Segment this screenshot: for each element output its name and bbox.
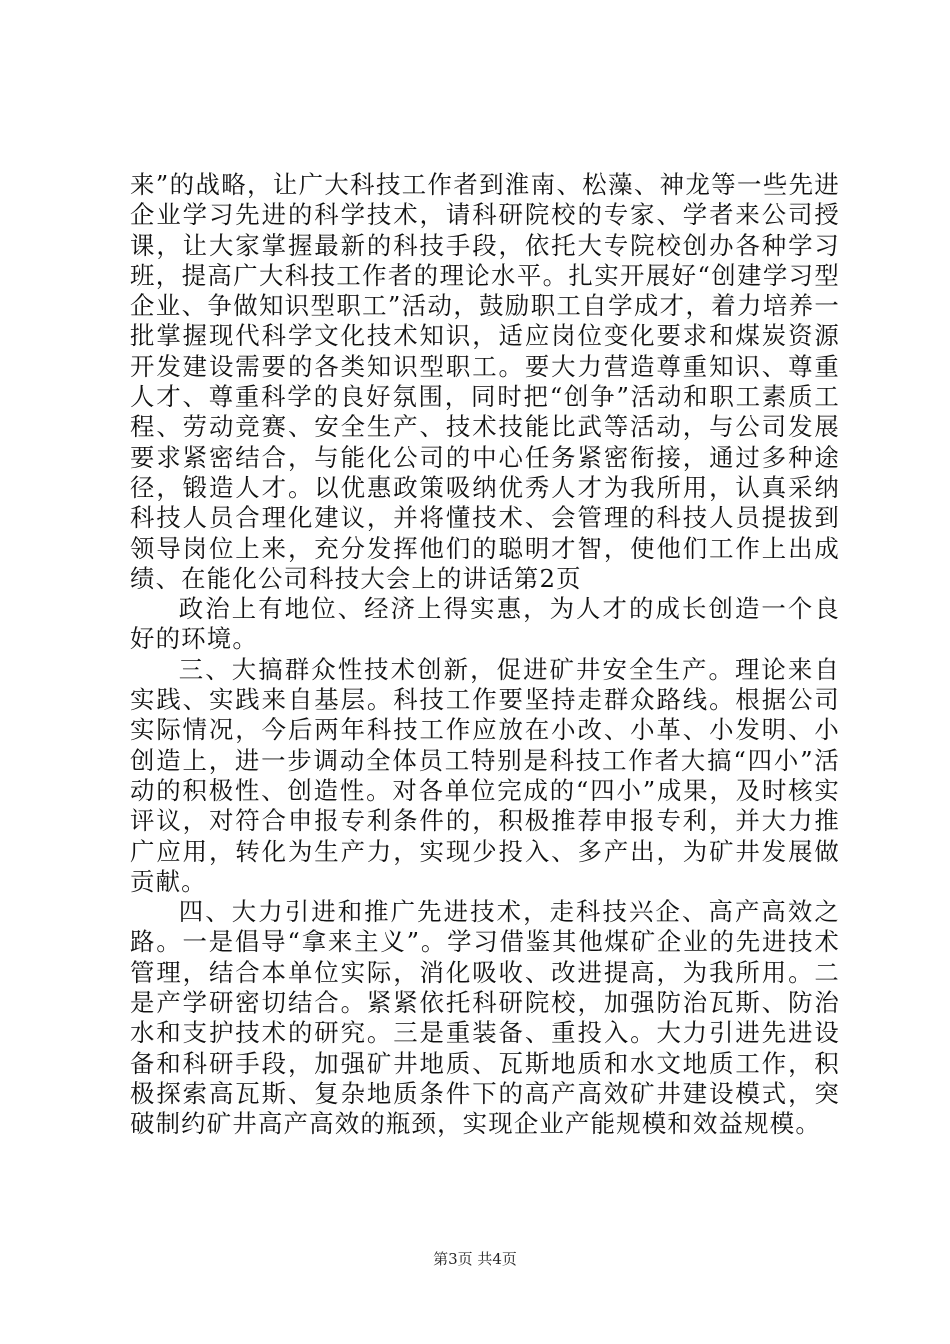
- paragraph-section-three: 三、大搞群众性技术创新，促进矿井安全生产。理论来自实践、实践来自基层。科技工作要坚持走群众路线。根据公司实际情况，今后两年科技工作应放在小改、小革、小发明、小创造上，进一步调动全体员工特别是科技工作者大搞“四小”活动的积极性、创造性。对各单位完成的“四小”成果，及时核实评议，对符合申报专利条件的，积极推荐申报专利，并大力推广应用，转化为生产力，实现少投入、多产出，为矿井发展做贡献。: [130, 654, 840, 896]
- paragraph-political-status: 政治上有地位、经济上得实惠，为人才的成长创造一个良好的环境。: [130, 594, 840, 654]
- page-number-footer: 第3页 共4页: [433, 1250, 517, 1268]
- paragraph-continuation: 来”的战略，让广大科技工作者到淮南、松藻、神龙等一些先进企业学习先进的科学技术，请科研院校的专家、学者来公司授课，让大家掌握最新的科技手段，依托大专院校创办各种学习班，提高广大科技工作者的理论水平。扎实开展好“创建学习型企业、争做知识型职工”活动，鼓励职工自学成才，着力培养一批掌握现代科学文化技术知识，适应岗位变化要求和煤炭资源开发建设需要的各类知识型职工。要大力营造尊重知识、尊重人才、尊重科学的良好氛围，同时把“创争”活动和职工素质工程、劳动竞赛、安全生产、技术技能比武等活动，与公司发展要求紧密结合，与能化公司的中心任务紧密衔接，通过多种途径，锻造人才。以优惠政策吸纳优秀人才为我所用，认真采纳科技人员合理化建议，并将懂技术、会管理的科技人员提拔到领导岗位上来，充分发挥他们的聪明才智，使他们工作上出成绩、在能化公司科技大会上的讲话第2页: [130, 170, 840, 593]
- document-body: [130, 170, 840, 1140]
- paragraph-section-four: 四、大力引进和推广先进技术，走科技兴企、高产高效之路。一是倡导“拿来主义”。学习借鉴其他煤矿企业的先进技术管理，结合本单位实际，消化吸收、改进提高，为我所用。二是产学研密切结合。紧紧依托科研院校，加强防治瓦斯、防治水和支护技术的研究。三是重装备、重投入。大力引进先进设备和科研手段，加强矿井地质、瓦斯地质和水文地质工作，积极探索高瓦斯、复杂地质条件下的高产高效矿井建设模式，突破制约矿井高产高效的瓶颈，实现企业产能规模和效益规模。: [130, 897, 840, 1139]
